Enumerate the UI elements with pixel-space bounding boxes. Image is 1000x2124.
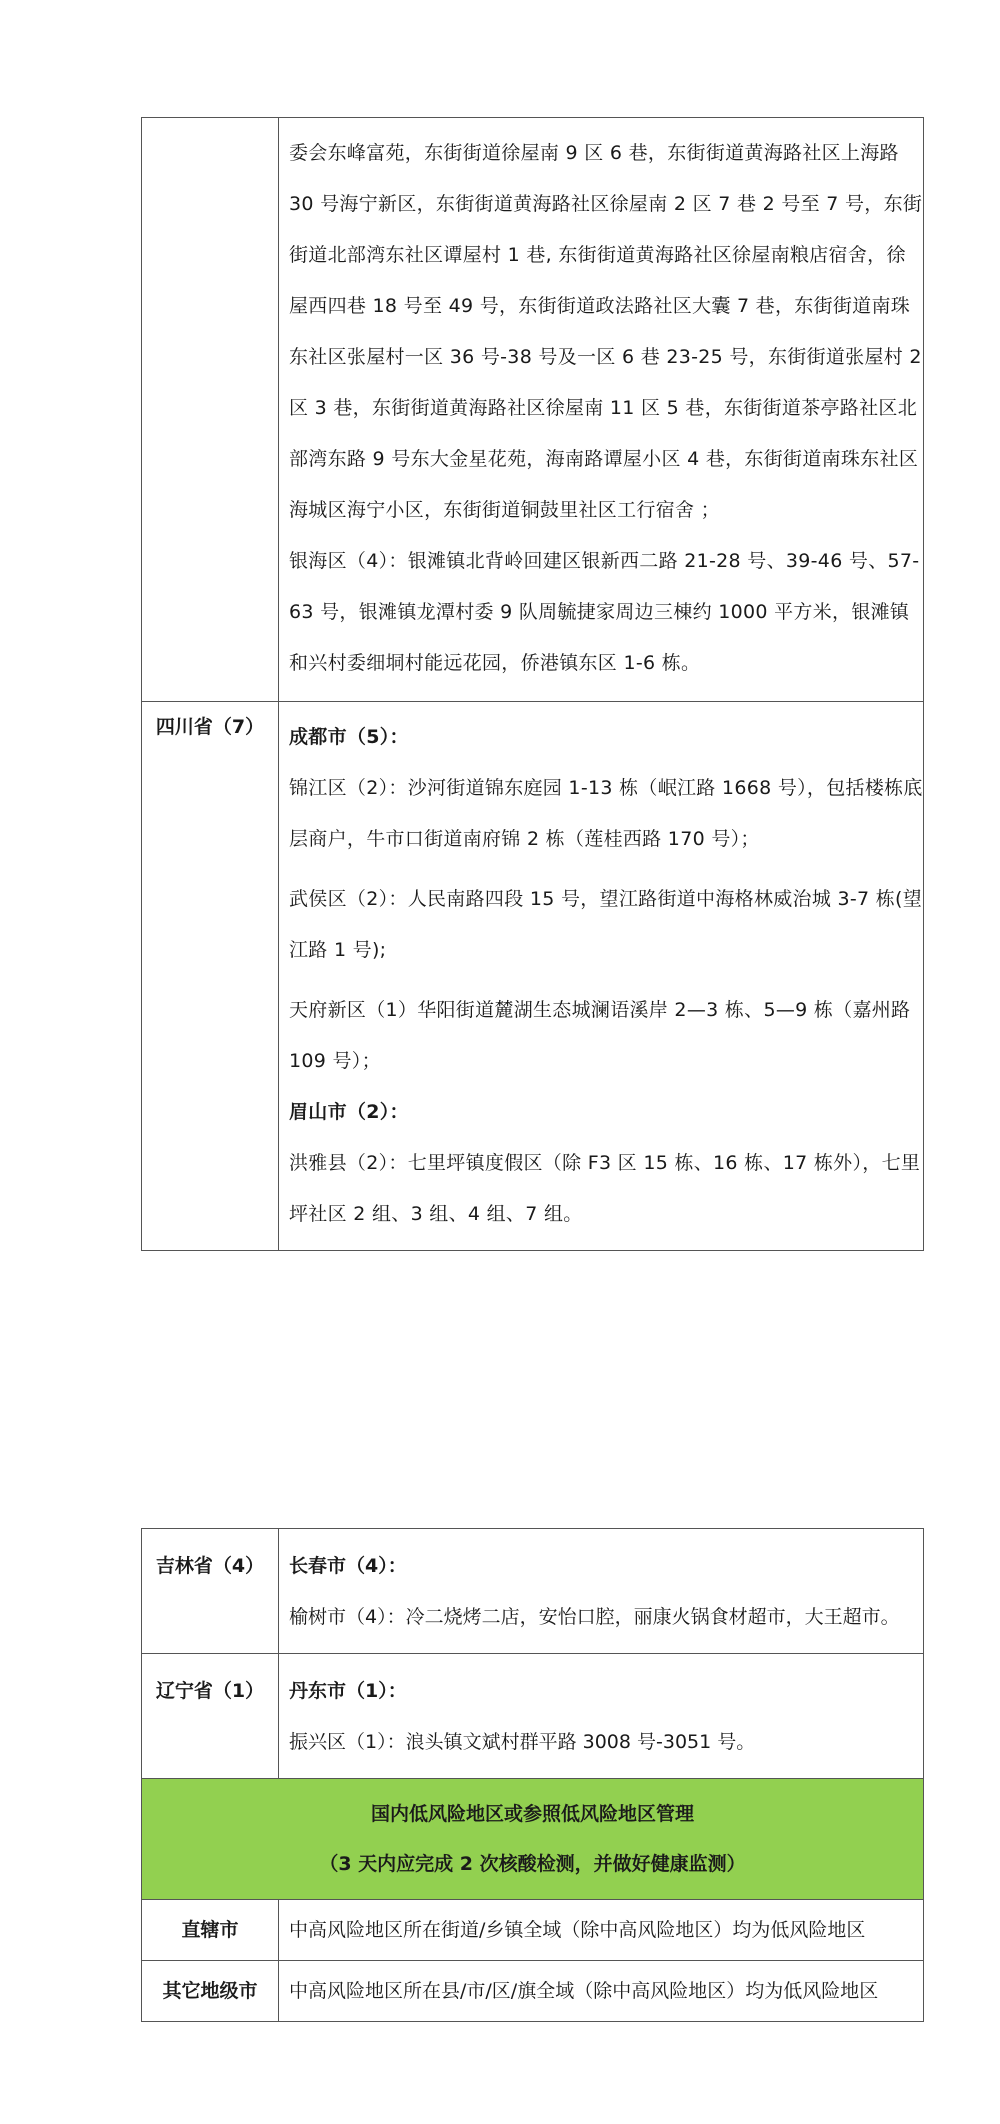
table-row (142, 1654, 924, 1779)
table-row (142, 1961, 924, 2022)
district-text: 榆树市（4）：冷二烧烤二店，安怡口腔，丽康火锅食材超市，大王超市。 (289, 1606, 900, 1628)
province-cell (142, 1529, 279, 1654)
low-risk-header-cell (142, 1779, 924, 1900)
city-heading: 长春市（4）： (289, 1555, 407, 1577)
category-text: 中高风险地区所在县/市/区/旗全域（除中高风险地区）均为低风险地区 (279, 1961, 924, 2022)
low-risk-header-row (142, 1779, 924, 1900)
city-heading: 成都市（5）： (289, 726, 409, 748)
province-cell-empty (142, 118, 279, 702)
district-text: 武侯区（2）：人民南路四段 15 号，望江路街道中海格林威治城 3-7 栋(望江路 1 号); (289, 888, 923, 961)
table-row (142, 1900, 924, 1961)
table-row (142, 702, 924, 1251)
district-text: 振兴区（1）：浪头镇文斌村群平路 3008 号-3051 号。 (289, 1731, 756, 1753)
sichuan-detail-cell (279, 702, 924, 1251)
guangdong-continued-cell (279, 118, 924, 702)
province-name: 四川省（7） (155, 716, 265, 738)
table-row (142, 118, 924, 702)
city-heading: 丹东市（1）： (289, 1680, 407, 1702)
district-text: 锦江区（2）：沙河街道锦东庭园 1-13 栋（岷江路 1668 号），包括楼栋底层商户，牛市口街道南府锦 2 栋（莲桂西路 170 号）； (289, 777, 923, 850)
low-risk-subtitle: （3 天内应完成 2 次核酸检测，并做好健康监测） (319, 1853, 746, 1875)
jilin-detail-cell (279, 1529, 924, 1654)
beihai-haicheng-text: 委会东峰富苑，东街街道徐屋南 9 区 6 巷，东街街道黄海路社区上海路 30 号海宁新区，东街街道黄海路社区徐屋南 2 区 7 巷 2 号至 7 号，东街街道北部湾东社区谭屋村 1 巷, 东街街道黄海路社区徐屋南粮店宿舍，徐屋西四巷 18 号至 49 号，东街街道政法路社区大囊 7 巷，东街街道南珠东社区张屋村一区 36 号-38 号及一区 6 巷 23-25 号，东街街道张屋村 2 区 3 巷，东街街道黄海路社区徐屋南 11 区 5 巷，东街街道茶亭路社区北部湾东路 9 号东大金星花苑，海南路谭屋小区 4 巷，东街街道南珠东社区海城区海宁小区，东街街道铜鼓里社区工行宿舍 ； (289, 142, 923, 521)
province-cell (142, 1654, 279, 1779)
risk-area-table-2 (141, 1528, 924, 2022)
city-heading: 眉山市（2）： (289, 1101, 409, 1123)
risk-area-table-1 (141, 117, 924, 1251)
province-name: 吉林省（4） (155, 1555, 265, 1577)
province-cell (142, 702, 279, 1251)
table-row (142, 1529, 924, 1654)
category-label: 直辖市 (142, 1900, 279, 1961)
category-text: 中高风险地区所在街道/乡镇全域（除中高风险地区）均为低风险地区 (279, 1900, 924, 1961)
province-name: 辽宁省（1） (155, 1680, 265, 1702)
yinhai-district-text: 银海区（4）：银滩镇北背岭回建区银新西二路 21-28 号、39-46 号、57-63 号，银滩镇龙潭村委 9 队周毓捷家周边三棟约 1000 平方米，银滩镇和兴村委细垌村能远花园，侨港镇东区 1-6 栋。 (289, 550, 920, 674)
liaoning-detail-cell (279, 1654, 924, 1779)
district-text: 天府新区（1）华阳街道麓湖生态城澜语溪岸 2—3 栋、5—9 栋（嘉州路 109 号）； (289, 999, 911, 1072)
district-text: 洪雅县（2）：七里坪镇度假区（除 F3 区 15 栋、16 栋、17 栋外），七里坪社区 2 组、3 组、4 组、7 组。 (289, 1152, 921, 1225)
category-label: 其它地级市 (142, 1961, 279, 2022)
low-risk-title: 国内低风险地区或参照低风险地区管理 (370, 1803, 694, 1825)
